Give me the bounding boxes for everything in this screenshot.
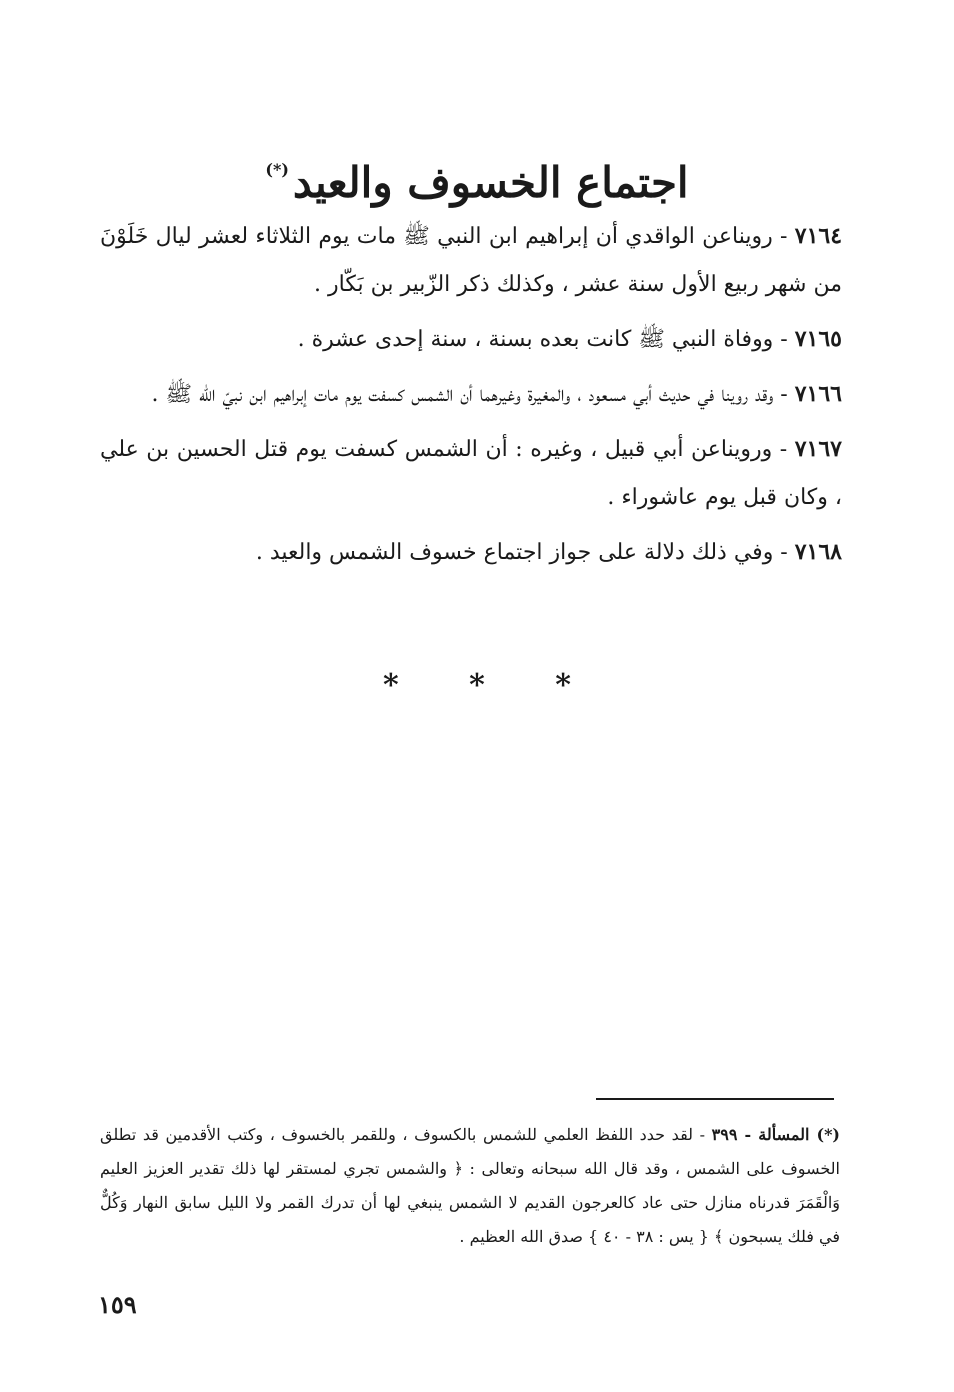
chapter-title xyxy=(0,140,954,213)
paragraph-number: ٧١٦٥ xyxy=(794,326,842,352)
footnote-divider xyxy=(596,1098,834,1100)
separator-star: * xyxy=(382,668,399,703)
section-separator xyxy=(0,668,954,703)
paragraph-text: ووفاة النبي ﷺ كانت بعده بسنة ، سنة إحدى عشرة . xyxy=(297,327,774,352)
paragraph-7168: ٧١٦٨ - وفي ذلك دلالة على جواز اجتماع خسوف الشمس والعيد . xyxy=(255,539,842,565)
footnote-text: - لقد حدد اللفظ العلمي للشمس بالكسوف ، وللقمر بالخسوف ، وكتب الأقدمين قد تطلق الخسوف على الشمس ، وقد قال الله سبحانه وتعالى : ﴿ والشمس تجري لمستقر لها ذلك تقدير العزيز العليم وَالْقَمَرَ قدرناه منازل حتى عاد كالعرجون القديم لا الشمس ينبغي لها أن تدرك القمر ولا الليل سابق النهار وَكُلٌّ في فلك يسبحون ﴾ { يس : ٣٨ - ٤٠ } صدق الله العظيم . xyxy=(100,1125,840,1246)
paragraph-text: ورويناعن أبي قبيل ، وغيره : أن الشمس كسفت يوم قتل الحسين بن علي ، وكان قبل يوم عاشوراء . xyxy=(100,437,842,510)
footnote-lead: (*) المسألة - ٣٩٩ xyxy=(711,1125,841,1144)
paragraph-7167: ٧١٦٧ - ورويناعن أبي قبيل ، وغيره : أن الشمس كسفت يوم قتل الحسين بن علي ، وكان قبل يوم عاشوراء . xyxy=(100,436,842,510)
paragraph-7166: ٧١٦٦ - وقد روينا في حديث أبي مسعود ، والمغيرة وغيرهما أن الشمس كسفت يوم مات إبراهيم ابن نبيّ الله ﷺ . xyxy=(151,381,842,407)
separator-star: * xyxy=(469,668,485,703)
footnote xyxy=(100,1118,840,1254)
paragraph-7165: ٧١٦٥ - ووفاة النبي ﷺ كانت بعده بسنة ، سنة إحدى عشرة . xyxy=(297,326,842,352)
main-text xyxy=(100,212,842,583)
paragraph-text: وفي ذلك دلالة على جواز اجتماع خسوف الشمس والعيد . xyxy=(255,540,774,565)
paragraph-text: رويناعن الواقدي أن إبراهيم ابن النبي ﷺ مات يوم الثلاثاء لعشر ليال خَلَوْنَ من شهر ربيع الأول سنة عشر ، وكذلك ذكر الزّبير بن بَكّار . xyxy=(100,224,842,297)
paragraph-number: ٧١٦٤ xyxy=(794,223,843,249)
page-number: ١٥٩ xyxy=(98,1290,137,1319)
footnote-marker: (*) xyxy=(265,160,289,179)
separator-star: * xyxy=(555,668,571,703)
paragraph-number: ٧١٦٧ xyxy=(794,436,842,462)
paragraph-7164: ٧١٦٤ - رويناعن الواقدي أن إبراهيم ابن النبي ﷺ مات يوم الثلاثاء لعشر ليال خَلَوْنَ من شهر ربيع الأول سنة عشر ، وكذلك ذكر الزّبير بن بَكّار . xyxy=(100,223,843,297)
paragraph-number: ٧١٦٨ xyxy=(794,539,842,565)
paragraph-number: ٧١٦٦ xyxy=(794,381,842,407)
chapter-title-text: اجتماع الخسوف والعيد xyxy=(292,158,689,207)
paragraph-text: وقد روينا في حديث أبي مسعود ، والمغيرة وغيرهما أن الشمس كسفت يوم مات إبراهيم ابن نبيّ الله ﷺ . xyxy=(151,382,774,407)
